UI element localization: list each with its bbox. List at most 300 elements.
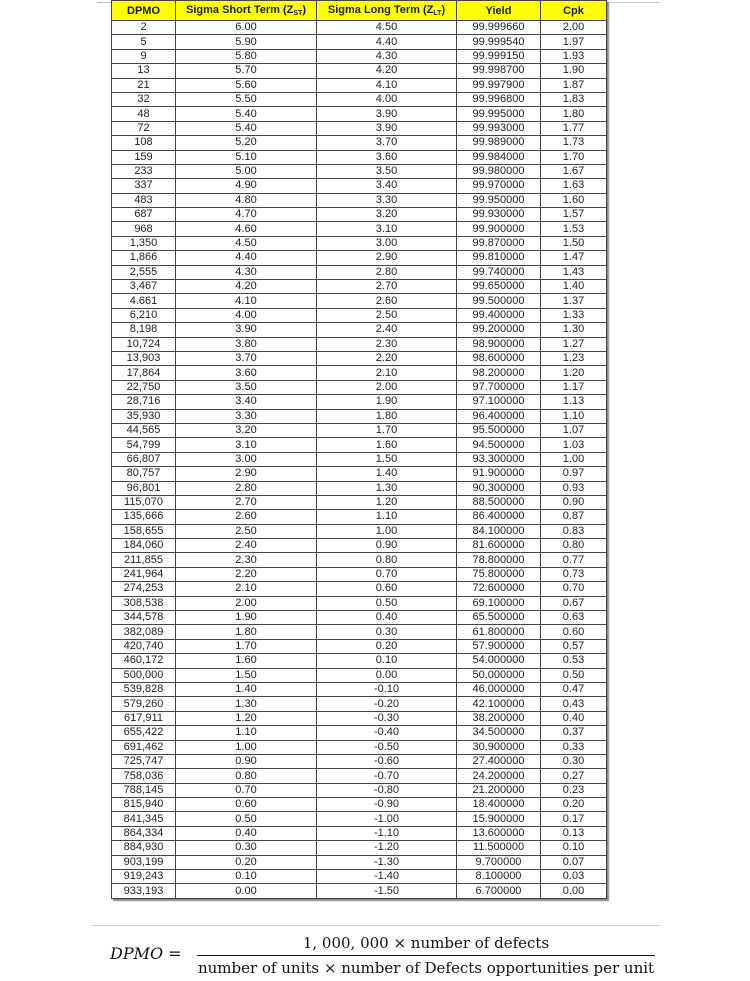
cell-sigma-short-term: 4.40 bbox=[176, 251, 317, 265]
cell-dpmo: 933,193 bbox=[112, 884, 176, 898]
cell-sigma-short-term: 3.50 bbox=[176, 380, 317, 394]
cell-yield: 99.740000 bbox=[457, 265, 541, 279]
cell-yield: 86.400000 bbox=[457, 510, 541, 524]
cell-sigma-long-term: 3.70 bbox=[317, 136, 457, 150]
formula-numerator: 1, 000, 000 × number of defects bbox=[302, 934, 550, 952]
cell-yield: 6.700000 bbox=[457, 884, 541, 898]
cell-sigma-long-term: 1.00 bbox=[317, 524, 457, 538]
cell-cpk: 0.00 bbox=[541, 884, 607, 898]
table-row bbox=[112, 92, 607, 106]
cell-dpmo: 687 bbox=[112, 208, 176, 222]
cell-sigma-short-term: 0.20 bbox=[176, 855, 317, 869]
cell-sigma-short-term: 0.00 bbox=[176, 884, 317, 898]
table-row bbox=[112, 164, 607, 178]
cell-yield: 99.995000 bbox=[457, 107, 541, 121]
cell-cpk: 1.13 bbox=[541, 395, 607, 409]
cell-sigma-short-term: 5.60 bbox=[176, 78, 317, 92]
cell-yield: 11.500000 bbox=[457, 841, 541, 855]
cell-cpk: 0.50 bbox=[541, 668, 607, 682]
cell-dpmo: 483 bbox=[112, 193, 176, 207]
fraction-bar bbox=[197, 955, 655, 956]
cell-cpk: 0.53 bbox=[541, 654, 607, 668]
cell-dpmo: 617,911 bbox=[112, 711, 176, 725]
cell-sigma-long-term: 0.60 bbox=[317, 582, 457, 596]
cell-yield: 15.900000 bbox=[457, 812, 541, 826]
table-row bbox=[112, 740, 607, 754]
header-sigma-short-term-sub: ST bbox=[293, 10, 303, 17]
cell-yield: 98.600000 bbox=[457, 351, 541, 365]
cell-dpmo: 725,747 bbox=[112, 754, 176, 768]
table-row bbox=[112, 452, 607, 466]
cell-sigma-long-term: 0.10 bbox=[317, 654, 457, 668]
table-row bbox=[112, 668, 607, 682]
table-row bbox=[112, 222, 607, 236]
cell-sigma-long-term: 2.00 bbox=[317, 380, 457, 394]
cell-dpmo: 184,060 bbox=[112, 539, 176, 553]
table-body bbox=[112, 21, 607, 899]
table-row bbox=[112, 539, 607, 553]
header-paren: ) bbox=[441, 4, 446, 16]
cell-yield: 8.100000 bbox=[457, 870, 541, 884]
cell-dpmo: 815,940 bbox=[112, 798, 176, 812]
cell-yield: 97.100000 bbox=[457, 395, 541, 409]
cell-sigma-long-term: 4.40 bbox=[317, 35, 457, 49]
cell-yield: 18.400000 bbox=[457, 798, 541, 812]
cell-cpk: 1.07 bbox=[541, 423, 607, 437]
cell-sigma-short-term: 1.10 bbox=[176, 726, 317, 740]
cell-sigma-short-term: 4.00 bbox=[176, 308, 317, 322]
cell-yield: 95.500000 bbox=[457, 423, 541, 437]
cell-sigma-short-term: 2.10 bbox=[176, 582, 317, 596]
formula-lhs: DPMO = bbox=[110, 944, 182, 963]
cell-sigma-long-term: 3.90 bbox=[317, 107, 457, 121]
table-row bbox=[112, 582, 607, 596]
header-sigma-long-term-sub: LT bbox=[433, 10, 442, 17]
cell-sigma-long-term: -1.30 bbox=[317, 855, 457, 869]
table-row bbox=[112, 395, 607, 409]
cell-sigma-short-term: 5.40 bbox=[176, 107, 317, 121]
cell-sigma-short-term: 2.30 bbox=[176, 553, 317, 567]
cell-sigma-long-term: 2.20 bbox=[317, 351, 457, 365]
cell-sigma-long-term: -0.80 bbox=[317, 783, 457, 797]
cell-cpk: 1.60 bbox=[541, 193, 607, 207]
cell-cpk: 1.97 bbox=[541, 35, 607, 49]
cell-cpk: 0.70 bbox=[541, 582, 607, 596]
cell-cpk: 1.03 bbox=[541, 438, 607, 452]
table-row bbox=[112, 553, 607, 567]
cell-yield: 99.650000 bbox=[457, 280, 541, 294]
cell-sigma-long-term: 3.10 bbox=[317, 222, 457, 236]
cell-cpk: 0.43 bbox=[541, 697, 607, 711]
cell-yield: 21.200000 bbox=[457, 783, 541, 797]
cell-sigma-long-term: -1.10 bbox=[317, 826, 457, 840]
cell-sigma-short-term: 2.20 bbox=[176, 567, 317, 581]
cell-yield: 78.800000 bbox=[457, 553, 541, 567]
cell-sigma-long-term: 4.00 bbox=[317, 92, 457, 106]
table-row bbox=[112, 726, 607, 740]
cell-yield: 57.900000 bbox=[457, 639, 541, 653]
cell-dpmo: 241,964 bbox=[112, 567, 176, 581]
table-row bbox=[112, 150, 607, 164]
cell-sigma-short-term: 5.90 bbox=[176, 35, 317, 49]
cell-yield: 99.998700 bbox=[457, 64, 541, 78]
table-row bbox=[112, 265, 607, 279]
cell-cpk: 0.23 bbox=[541, 783, 607, 797]
cell-dpmo: 13,903 bbox=[112, 351, 176, 365]
cell-cpk: 0.20 bbox=[541, 798, 607, 812]
cell-cpk: 1.63 bbox=[541, 179, 607, 193]
cell-sigma-short-term: 2.00 bbox=[176, 596, 317, 610]
cell-cpk: 0.37 bbox=[541, 726, 607, 740]
cell-sigma-long-term: 0.00 bbox=[317, 668, 457, 682]
cell-cpk: 0.13 bbox=[541, 826, 607, 840]
cell-yield: 46.000000 bbox=[457, 682, 541, 696]
cell-dpmo: 344,578 bbox=[112, 611, 176, 625]
cell-dpmo: 54,799 bbox=[112, 438, 176, 452]
cell-sigma-short-term: 1.80 bbox=[176, 625, 317, 639]
cell-cpk: 0.57 bbox=[541, 639, 607, 653]
table-row bbox=[112, 711, 607, 725]
cell-yield: 97.700000 bbox=[457, 380, 541, 394]
table-row bbox=[112, 64, 607, 78]
cell-sigma-long-term: 3.60 bbox=[317, 150, 457, 164]
formula-denominator: number of units × number of Defects opportunities per unit bbox=[197, 959, 655, 977]
header-sigma-long-term bbox=[317, 1, 457, 21]
cell-sigma-long-term: 0.20 bbox=[317, 639, 457, 653]
cell-cpk: 0.27 bbox=[541, 769, 607, 783]
cell-dpmo: 500,000 bbox=[112, 668, 176, 682]
table-row bbox=[112, 193, 607, 207]
cell-cpk: 1.53 bbox=[541, 222, 607, 236]
cell-dpmo: 28,716 bbox=[112, 395, 176, 409]
cell-dpmo: 158,655 bbox=[112, 524, 176, 538]
cell-cpk: 0.10 bbox=[541, 841, 607, 855]
table-row bbox=[112, 21, 607, 35]
cell-dpmo: 968 bbox=[112, 222, 176, 236]
cell-cpk: 0.30 bbox=[541, 754, 607, 768]
cell-cpk: 1.83 bbox=[541, 92, 607, 106]
cell-sigma-short-term: 2.80 bbox=[176, 481, 317, 495]
cell-sigma-short-term: 5.50 bbox=[176, 92, 317, 106]
cell-cpk: 1.70 bbox=[541, 150, 607, 164]
cell-sigma-short-term: 1.00 bbox=[176, 740, 317, 754]
cell-dpmo: 903,199 bbox=[112, 855, 176, 869]
cell-sigma-long-term: 1.10 bbox=[317, 510, 457, 524]
cell-yield: 91.900000 bbox=[457, 467, 541, 481]
table-row bbox=[112, 654, 607, 668]
cell-yield: 99.980000 bbox=[457, 164, 541, 178]
cell-dpmo: 308,538 bbox=[112, 596, 176, 610]
cell-sigma-short-term: 5.10 bbox=[176, 150, 317, 164]
cell-sigma-long-term: 2.60 bbox=[317, 294, 457, 308]
formula-separator bbox=[92, 925, 660, 926]
cell-sigma-short-term: 0.90 bbox=[176, 754, 317, 768]
table-header-row bbox=[112, 1, 607, 21]
cell-dpmo: 3,467 bbox=[112, 280, 176, 294]
cell-dpmo: 2 bbox=[112, 21, 176, 35]
cell-yield: 99.400000 bbox=[457, 308, 541, 322]
cell-sigma-long-term: -0.30 bbox=[317, 711, 457, 725]
table-row bbox=[112, 136, 607, 150]
cell-sigma-long-term: 0.70 bbox=[317, 567, 457, 581]
cell-sigma-short-term: 5.40 bbox=[176, 121, 317, 135]
cell-dpmo: 48 bbox=[112, 107, 176, 121]
cell-cpk: 0.60 bbox=[541, 625, 607, 639]
cell-sigma-long-term: 2.80 bbox=[317, 265, 457, 279]
cell-yield: 99.993000 bbox=[457, 121, 541, 135]
table-row bbox=[112, 423, 607, 437]
cell-dpmo: 233 bbox=[112, 164, 176, 178]
cell-yield: 98.200000 bbox=[457, 366, 541, 380]
table-row bbox=[112, 639, 607, 653]
cell-yield: 99.984000 bbox=[457, 150, 541, 164]
table-row bbox=[112, 337, 607, 351]
cell-sigma-short-term: 1.40 bbox=[176, 682, 317, 696]
cell-yield: 81.600000 bbox=[457, 539, 541, 553]
cell-sigma-short-term: 0.40 bbox=[176, 826, 317, 840]
cell-sigma-short-term: 1.30 bbox=[176, 697, 317, 711]
header-sigma-short-term-label: Sigma Short Term (Z bbox=[186, 4, 294, 16]
cell-sigma-short-term: 5.70 bbox=[176, 64, 317, 78]
cell-sigma-long-term: -1.40 bbox=[317, 870, 457, 884]
cell-dpmo: 6,210 bbox=[112, 308, 176, 322]
cell-yield: 99.970000 bbox=[457, 179, 541, 193]
cell-cpk: 1.80 bbox=[541, 107, 607, 121]
cell-yield: 38.200000 bbox=[457, 711, 541, 725]
cell-cpk: 1.57 bbox=[541, 208, 607, 222]
cell-sigma-short-term: 4.70 bbox=[176, 208, 317, 222]
table-row bbox=[112, 697, 607, 711]
cell-sigma-short-term: 0.50 bbox=[176, 812, 317, 826]
cell-sigma-short-term: 1.20 bbox=[176, 711, 317, 725]
table-row bbox=[112, 524, 607, 538]
table-row bbox=[112, 467, 607, 481]
table-row bbox=[112, 251, 607, 265]
cell-sigma-long-term: 2.50 bbox=[317, 308, 457, 322]
cell-sigma-long-term: -0.70 bbox=[317, 769, 457, 783]
cell-sigma-long-term: -0.60 bbox=[317, 754, 457, 768]
table-row bbox=[112, 812, 607, 826]
cell-yield: 72.600000 bbox=[457, 582, 541, 596]
cell-yield: 34.500000 bbox=[457, 726, 541, 740]
cell-cpk: 2.00 bbox=[541, 21, 607, 35]
cell-dpmo: 135,666 bbox=[112, 510, 176, 524]
cell-yield: 69.100000 bbox=[457, 596, 541, 610]
table-row bbox=[112, 567, 607, 581]
cell-dpmo: 758,036 bbox=[112, 769, 176, 783]
cell-cpk: 0.33 bbox=[541, 740, 607, 754]
cell-sigma-long-term: 3.30 bbox=[317, 193, 457, 207]
table-row bbox=[112, 179, 607, 193]
cell-sigma-long-term: -1.20 bbox=[317, 841, 457, 855]
cell-cpk: 1.87 bbox=[541, 78, 607, 92]
table-row bbox=[112, 481, 607, 495]
cell-sigma-short-term: 4.10 bbox=[176, 294, 317, 308]
cell-sigma-short-term: 3.80 bbox=[176, 337, 317, 351]
table-row bbox=[112, 236, 607, 250]
cell-sigma-short-term: 3.60 bbox=[176, 366, 317, 380]
header-yield: Yield bbox=[457, 1, 541, 21]
cell-yield: 94.500000 bbox=[457, 438, 541, 452]
cell-cpk: 0.67 bbox=[541, 596, 607, 610]
formula-fraction bbox=[197, 932, 655, 980]
cell-sigma-short-term: 4.30 bbox=[176, 265, 317, 279]
cell-dpmo: 655,422 bbox=[112, 726, 176, 740]
cell-cpk: 1.93 bbox=[541, 49, 607, 63]
cell-sigma-short-term: 2.60 bbox=[176, 510, 317, 524]
table-row bbox=[112, 323, 607, 337]
table-row bbox=[112, 682, 607, 696]
table-row bbox=[112, 308, 607, 322]
cell-yield: 99.900000 bbox=[457, 222, 541, 236]
cell-cpk: 1.40 bbox=[541, 280, 607, 294]
cell-yield: 24.200000 bbox=[457, 769, 541, 783]
cell-dpmo: 66,807 bbox=[112, 452, 176, 466]
table-row bbox=[112, 35, 607, 49]
cell-dpmo: 460,172 bbox=[112, 654, 176, 668]
cell-cpk: 0.87 bbox=[541, 510, 607, 524]
cell-dpmo: 4.661 bbox=[112, 294, 176, 308]
table-row bbox=[112, 870, 607, 884]
cell-dpmo: 884,930 bbox=[112, 841, 176, 855]
table-row bbox=[112, 409, 607, 423]
cell-yield: 99.500000 bbox=[457, 294, 541, 308]
cell-sigma-short-term: 3.20 bbox=[176, 423, 317, 437]
cell-cpk: 1.73 bbox=[541, 136, 607, 150]
cell-sigma-short-term: 0.80 bbox=[176, 769, 317, 783]
cell-sigma-short-term: 4.80 bbox=[176, 193, 317, 207]
cell-sigma-short-term: 5.00 bbox=[176, 164, 317, 178]
table-row bbox=[112, 380, 607, 394]
sigma-conversion-table bbox=[111, 0, 607, 899]
cell-cpk: 0.07 bbox=[541, 855, 607, 869]
cell-cpk: 1.23 bbox=[541, 351, 607, 365]
cell-dpmo: 13 bbox=[112, 64, 176, 78]
cell-yield: 65.500000 bbox=[457, 611, 541, 625]
cell-sigma-long-term: 4.30 bbox=[317, 49, 457, 63]
table-row bbox=[112, 78, 607, 92]
cell-cpk: 0.97 bbox=[541, 467, 607, 481]
cell-yield: 96.400000 bbox=[457, 409, 541, 423]
cell-sigma-long-term: 3.90 bbox=[317, 121, 457, 135]
cell-yield: 61.800000 bbox=[457, 625, 541, 639]
cell-sigma-long-term: 0.40 bbox=[317, 611, 457, 625]
cell-cpk: 1.17 bbox=[541, 380, 607, 394]
top-rule-left bbox=[97, 2, 111, 3]
cell-dpmo: 420,740 bbox=[112, 639, 176, 653]
cell-sigma-long-term: 0.90 bbox=[317, 539, 457, 553]
cell-sigma-short-term: 4.60 bbox=[176, 222, 317, 236]
cell-cpk: 1.67 bbox=[541, 164, 607, 178]
cell-dpmo: 5 bbox=[112, 35, 176, 49]
cell-sigma-long-term: -0.90 bbox=[317, 798, 457, 812]
cell-sigma-long-term: 4.50 bbox=[317, 21, 457, 35]
cell-cpk: 1.27 bbox=[541, 337, 607, 351]
table-row bbox=[112, 754, 607, 768]
table-row bbox=[112, 208, 607, 222]
cell-yield: 99.997900 bbox=[457, 78, 541, 92]
cell-yield: 90.300000 bbox=[457, 481, 541, 495]
cell-yield: 99.989000 bbox=[457, 136, 541, 150]
cell-sigma-long-term: 0.30 bbox=[317, 625, 457, 639]
cell-yield: 75.800000 bbox=[457, 567, 541, 581]
table-row bbox=[112, 107, 607, 121]
table-row bbox=[112, 510, 607, 524]
cell-dpmo: 17,864 bbox=[112, 366, 176, 380]
cell-yield: 98.900000 bbox=[457, 337, 541, 351]
cell-dpmo: 274,253 bbox=[112, 582, 176, 596]
cell-cpk: 1.00 bbox=[541, 452, 607, 466]
cell-yield: 50.000000 bbox=[457, 668, 541, 682]
cell-dpmo: 864,334 bbox=[112, 826, 176, 840]
cell-dpmo: 108 bbox=[112, 136, 176, 150]
table-row bbox=[112, 121, 607, 135]
table-row bbox=[112, 855, 607, 869]
cell-sigma-short-term: 4.90 bbox=[176, 179, 317, 193]
cell-cpk: 0.77 bbox=[541, 553, 607, 567]
cell-yield: 42.100000 bbox=[457, 697, 541, 711]
cell-sigma-short-term: 0.60 bbox=[176, 798, 317, 812]
header-sigma-short-term bbox=[176, 1, 317, 21]
cell-yield: 99.930000 bbox=[457, 208, 541, 222]
cell-dpmo: 382,089 bbox=[112, 625, 176, 639]
table-row bbox=[112, 884, 607, 898]
cell-sigma-long-term: 1.90 bbox=[317, 395, 457, 409]
cell-cpk: 1.43 bbox=[541, 265, 607, 279]
cell-sigma-short-term: 1.70 bbox=[176, 639, 317, 653]
cell-dpmo: 8,198 bbox=[112, 323, 176, 337]
cell-sigma-short-term: 2.40 bbox=[176, 539, 317, 553]
cell-sigma-short-term: 2.50 bbox=[176, 524, 317, 538]
cell-sigma-long-term: 3.50 bbox=[317, 164, 457, 178]
cell-sigma-long-term: 0.50 bbox=[317, 596, 457, 610]
table-row bbox=[112, 351, 607, 365]
cell-sigma-short-term: 3.90 bbox=[176, 323, 317, 337]
cell-sigma-long-term: 2.30 bbox=[317, 337, 457, 351]
cell-yield: 84.100000 bbox=[457, 524, 541, 538]
cell-sigma-short-term: 0.70 bbox=[176, 783, 317, 797]
cell-cpk: 1.47 bbox=[541, 251, 607, 265]
cell-sigma-short-term: 3.10 bbox=[176, 438, 317, 452]
cell-dpmo: 115,070 bbox=[112, 495, 176, 509]
cell-sigma-long-term: -0.20 bbox=[317, 697, 457, 711]
cell-sigma-long-term: -0.40 bbox=[317, 726, 457, 740]
table-row bbox=[112, 841, 607, 855]
header-dpmo: DPMO bbox=[112, 1, 176, 21]
cell-yield: 99.999150 bbox=[457, 49, 541, 63]
table-row bbox=[112, 625, 607, 639]
cell-dpmo: 919,243 bbox=[112, 870, 176, 884]
cell-cpk: 0.63 bbox=[541, 611, 607, 625]
cell-cpk: 1.37 bbox=[541, 294, 607, 308]
cell-dpmo: 21 bbox=[112, 78, 176, 92]
cell-cpk: 0.90 bbox=[541, 495, 607, 509]
cell-sigma-short-term: 3.40 bbox=[176, 395, 317, 409]
cell-dpmo: 1,866 bbox=[112, 251, 176, 265]
cell-dpmo: 10,724 bbox=[112, 337, 176, 351]
cell-yield: 99.950000 bbox=[457, 193, 541, 207]
cell-sigma-short-term: 5.80 bbox=[176, 49, 317, 63]
cell-dpmo: 22,750 bbox=[112, 380, 176, 394]
cell-cpk: 0.47 bbox=[541, 682, 607, 696]
cell-cpk: 0.73 bbox=[541, 567, 607, 581]
cell-sigma-long-term: 0.80 bbox=[317, 553, 457, 567]
cell-sigma-long-term: 1.30 bbox=[317, 481, 457, 495]
table-row bbox=[112, 798, 607, 812]
cell-yield: 99.810000 bbox=[457, 251, 541, 265]
cell-sigma-long-term: 1.80 bbox=[317, 409, 457, 423]
cell-sigma-short-term: 0.30 bbox=[176, 841, 317, 855]
